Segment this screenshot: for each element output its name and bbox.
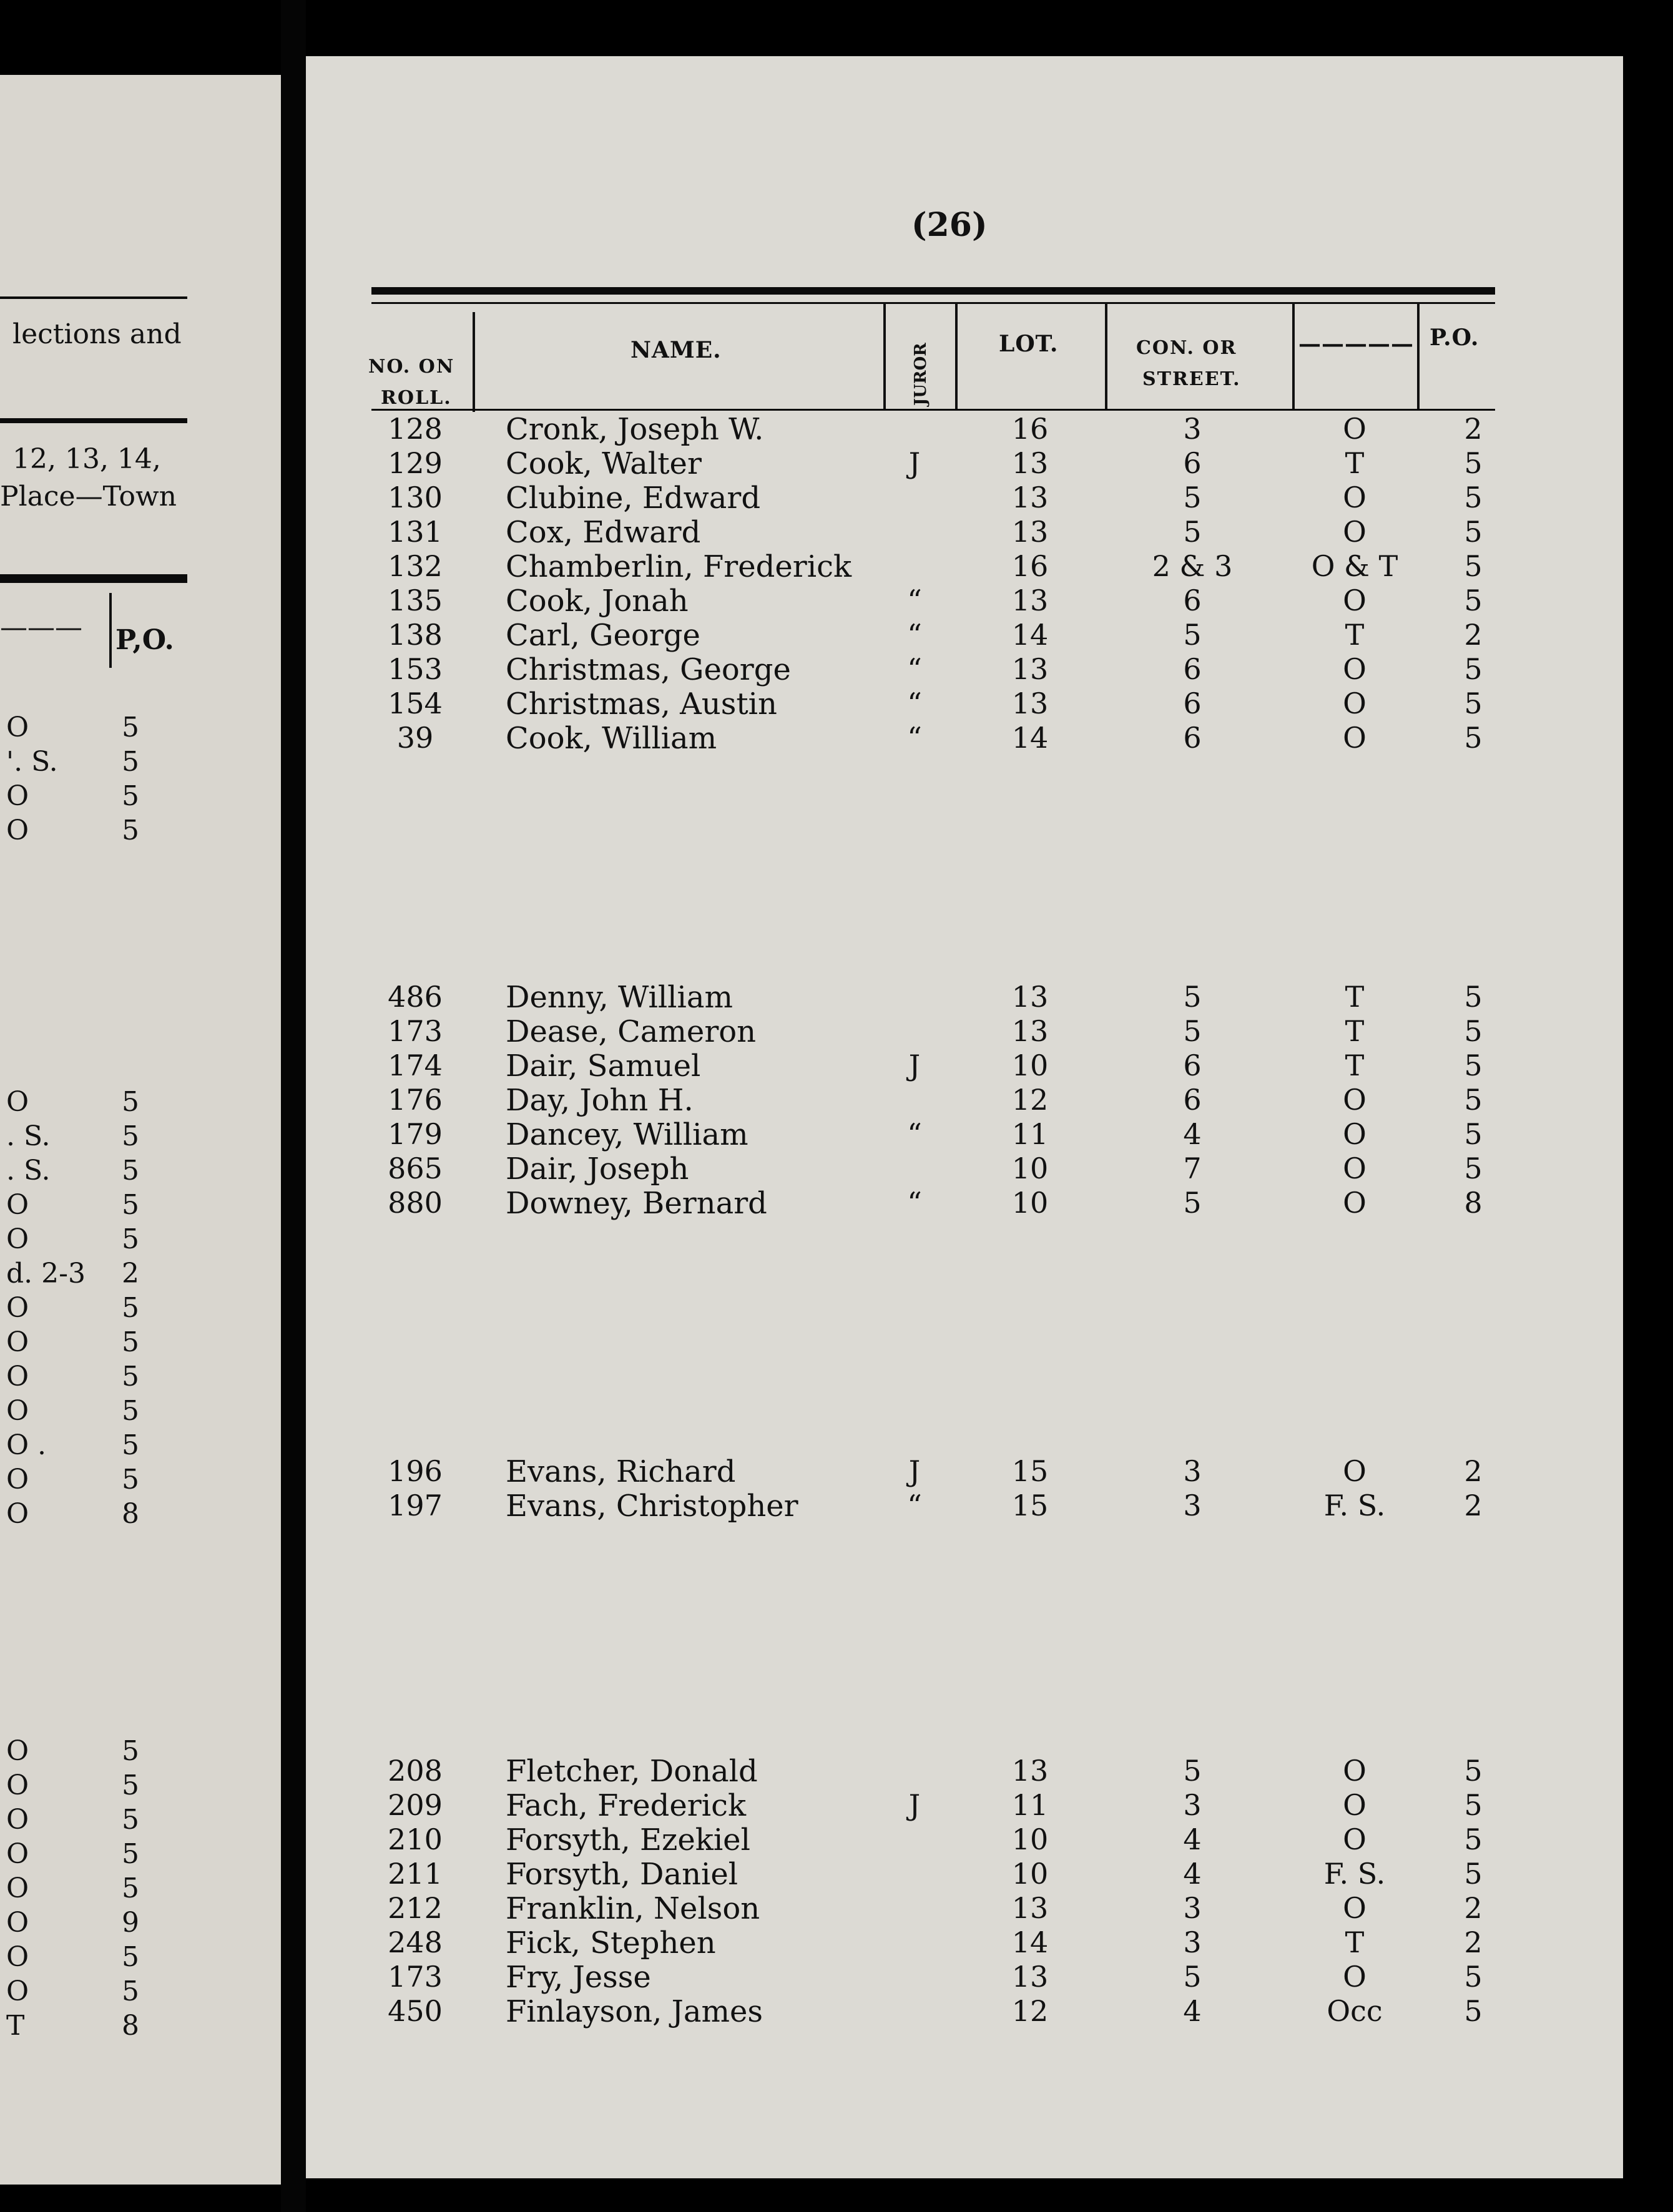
concession: 4 xyxy=(1183,1857,1202,1891)
tenure: F. S. xyxy=(1323,1857,1386,1891)
tenure: O xyxy=(1343,584,1366,617)
lot-number: 16 xyxy=(1011,412,1049,446)
person-name: Cook, William xyxy=(506,721,717,756)
roll-number: 865 xyxy=(388,1152,443,1185)
concession: 4 xyxy=(1183,1994,1202,2028)
left-post-office: 5 xyxy=(122,1155,139,1187)
post-office: 2 xyxy=(1464,1926,1483,1959)
lot-number: 13 xyxy=(1011,1754,1049,1788)
tenure: O xyxy=(1343,1823,1366,1856)
concession: 4 xyxy=(1183,1117,1202,1151)
header-divider-5 xyxy=(1292,303,1295,409)
concession: 3 xyxy=(1183,1454,1202,1488)
tenure: O xyxy=(1343,687,1366,720)
person-name: Dancey, William xyxy=(506,1117,748,1152)
post-office: 5 xyxy=(1464,1857,1483,1891)
roll-number: 880 xyxy=(388,1186,443,1220)
post-office: 5 xyxy=(1464,1049,1483,1082)
tenure: O xyxy=(1343,721,1366,755)
juror-mark: “ xyxy=(907,1489,922,1522)
person-name: Fach, Frederick xyxy=(506,1788,747,1823)
person-name: Denny, William xyxy=(506,980,733,1015)
left-rule-3 xyxy=(0,574,187,583)
roll-number: 211 xyxy=(388,1857,443,1891)
lot-number: 13 xyxy=(1011,687,1049,720)
header-con-2: STREET. xyxy=(1142,368,1241,390)
left-post-office: 2 xyxy=(122,1258,139,1290)
left-tenure: O xyxy=(6,1769,29,1801)
tenure: T xyxy=(1345,1926,1365,1959)
lot-number: 13 xyxy=(1011,980,1049,1014)
concession: 5 xyxy=(1183,481,1202,514)
left-post-office: 5 xyxy=(122,1223,139,1255)
left-post-office: 5 xyxy=(122,1735,139,1767)
left-tenure: T xyxy=(6,2010,25,2042)
header-no-on-roll-2: ROLL. xyxy=(381,387,452,409)
tenure: T xyxy=(1345,980,1365,1014)
left-post-office: 5 xyxy=(122,1804,139,1836)
tenure: O xyxy=(1343,652,1366,686)
tenure: O xyxy=(1343,1754,1366,1788)
header-po: P.O. xyxy=(1430,325,1479,351)
post-office: 5 xyxy=(1464,1823,1483,1856)
left-tenure: . S. xyxy=(6,1155,51,1187)
left-tenure: O xyxy=(6,1292,29,1324)
person-name: Franklin, Nelson xyxy=(506,1891,760,1926)
roll-number: 153 xyxy=(388,652,443,686)
left-post-office: 5 xyxy=(122,1395,139,1427)
left-post-office: 5 xyxy=(122,780,139,812)
tenure: F. S. xyxy=(1323,1489,1386,1522)
left-post-office: 9 xyxy=(122,1907,139,1939)
left-tenure: O xyxy=(6,1223,29,1255)
person-name: Cronk, Joseph W. xyxy=(506,412,764,447)
page-number: (26) xyxy=(911,206,988,244)
tenure: O xyxy=(1343,1960,1366,1994)
left-post-office: 5 xyxy=(122,815,139,846)
left-tenure: O xyxy=(6,1086,29,1118)
person-name: Chamberlin, Frederick xyxy=(506,549,852,584)
left-heading-line1: lections and xyxy=(12,318,182,350)
person-name: Christmas, Austin xyxy=(506,687,777,722)
left-post-office: 5 xyxy=(122,1838,139,1870)
post-office: 5 xyxy=(1464,1754,1483,1788)
roll-number: 196 xyxy=(388,1454,443,1488)
lot-number: 15 xyxy=(1011,1454,1049,1488)
left-tenure: O xyxy=(6,1941,29,1973)
tenure: T xyxy=(1345,446,1365,480)
person-name: Clubine, Edward xyxy=(506,481,761,516)
left-post-office: 5 xyxy=(122,1429,139,1461)
person-name: Downey, Bernard xyxy=(506,1186,767,1221)
roll-number: 173 xyxy=(388,1014,443,1048)
lot-number: 13 xyxy=(1011,481,1049,514)
left-tenure: O xyxy=(6,1326,29,1358)
lot-number: 13 xyxy=(1011,652,1049,686)
concession: 5 xyxy=(1183,618,1202,652)
concession: 3 xyxy=(1183,1926,1202,1959)
person-name: Dease, Cameron xyxy=(506,1014,757,1049)
juror-mark: J xyxy=(908,1454,921,1488)
lot-number: 13 xyxy=(1011,515,1049,549)
right-page xyxy=(306,56,1623,2178)
header-bottom-rule xyxy=(371,409,1495,411)
juror-mark: “ xyxy=(907,1117,922,1151)
post-office: 2 xyxy=(1464,1891,1483,1925)
juror-mark: “ xyxy=(907,652,922,686)
roll-number: 450 xyxy=(388,1994,443,2028)
header-top-rule-thin xyxy=(371,302,1495,304)
left-post-office: 5 xyxy=(122,746,139,778)
tenure: O xyxy=(1343,1152,1366,1185)
header-top-rule xyxy=(371,287,1495,295)
roll-number: 212 xyxy=(388,1891,443,1925)
lot-number: 13 xyxy=(1011,446,1049,480)
lot-number: 13 xyxy=(1011,584,1049,617)
lot-number: 12 xyxy=(1011,1994,1049,2028)
left-tenure: O xyxy=(6,1872,29,1904)
roll-number: 138 xyxy=(388,618,443,652)
book-spine xyxy=(281,0,306,2212)
concession: 3 xyxy=(1183,1489,1202,1522)
header-divider-1 xyxy=(473,312,475,412)
roll-number: 486 xyxy=(388,980,443,1014)
concession: 5 xyxy=(1183,980,1202,1014)
concession: 5 xyxy=(1183,515,1202,549)
juror-mark: J xyxy=(908,446,921,480)
lot-number: 11 xyxy=(1011,1117,1049,1151)
lot-number: 15 xyxy=(1011,1489,1049,1522)
left-post-office: 5 xyxy=(122,1326,139,1358)
lot-number: 10 xyxy=(1011,1823,1049,1856)
left-tenure: O xyxy=(6,1464,29,1495)
tenure: O xyxy=(1343,1083,1366,1117)
header-no-on-roll-1: NO. ON xyxy=(368,356,455,378)
concession: 5 xyxy=(1183,1754,1202,1788)
concession: 5 xyxy=(1183,1186,1202,1220)
header-con-1: CON. OR xyxy=(1136,337,1237,359)
roll-number: 210 xyxy=(388,1823,443,1856)
post-office: 5 xyxy=(1464,1994,1483,2028)
header-divider-2 xyxy=(883,303,886,409)
lot-number: 14 xyxy=(1011,618,1049,652)
person-name: Day, John H. xyxy=(506,1083,694,1118)
juror-mark: J xyxy=(908,1049,921,1082)
concession: 2 & 3 xyxy=(1152,549,1233,583)
left-col-divider xyxy=(109,593,112,668)
roll-number: 131 xyxy=(388,515,443,549)
post-office: 5 xyxy=(1464,481,1483,514)
post-office: 5 xyxy=(1464,584,1483,617)
lot-number: 14 xyxy=(1011,1926,1049,1959)
concession: 6 xyxy=(1183,1049,1202,1082)
left-post-office: 8 xyxy=(122,1498,139,1530)
lot-number: 10 xyxy=(1011,1186,1049,1220)
header-divider-3 xyxy=(955,303,958,409)
person-name: Dair, Samuel xyxy=(506,1049,701,1084)
person-name: Evans, Richard xyxy=(506,1454,736,1489)
roll-number: 135 xyxy=(388,584,443,617)
lot-number: 10 xyxy=(1011,1152,1049,1185)
post-office: 2 xyxy=(1464,1489,1483,1522)
roll-number: 173 xyxy=(388,1960,443,1994)
tenure: O xyxy=(1343,1891,1366,1925)
tenure: O xyxy=(1343,481,1366,514)
person-name: Forsyth, Daniel xyxy=(506,1857,738,1892)
tenure: O & T xyxy=(1311,549,1398,583)
juror-mark: “ xyxy=(907,618,922,652)
roll-number: 209 xyxy=(388,1788,443,1822)
person-name: Christmas, George xyxy=(506,652,791,687)
tenure: O xyxy=(1343,412,1366,446)
tenure: T xyxy=(1345,1014,1365,1048)
left-heading-line2: 12, 13, 14, xyxy=(12,443,161,475)
roll-number: 154 xyxy=(388,687,443,720)
post-office: 5 xyxy=(1464,446,1483,480)
post-office: 5 xyxy=(1464,652,1483,686)
roll-number: 128 xyxy=(388,412,443,446)
person-name: Evans, Christopher xyxy=(506,1489,798,1524)
left-tenure: O xyxy=(6,815,29,846)
tenure: O xyxy=(1343,1454,1366,1488)
left-rule-2 xyxy=(0,418,187,423)
post-office: 5 xyxy=(1464,1788,1483,1822)
left-post-office: 5 xyxy=(122,712,139,743)
left-tenure: '. S. xyxy=(6,746,58,778)
left-post-office: 5 xyxy=(122,1120,139,1152)
left-tenure: O xyxy=(6,712,29,743)
header-name: NAME. xyxy=(630,337,722,363)
left-post-office: 5 xyxy=(122,1872,139,1904)
concession: 6 xyxy=(1183,721,1202,755)
post-office: 2 xyxy=(1464,412,1483,446)
left-tenure: O xyxy=(6,1361,29,1392)
header-divider-6 xyxy=(1417,303,1420,409)
left-tenure: O xyxy=(6,1498,29,1530)
left-tenure: d. 2-3 xyxy=(6,1258,86,1290)
tenure: O xyxy=(1343,515,1366,549)
concession: 5 xyxy=(1183,1960,1202,1994)
concession: 6 xyxy=(1183,687,1202,720)
left-tenure: O xyxy=(6,1804,29,1836)
left-post-office: 5 xyxy=(122,1769,139,1801)
roll-number: 176 xyxy=(388,1083,443,1117)
lot-number: 10 xyxy=(1011,1857,1049,1891)
concession: 4 xyxy=(1183,1823,1202,1856)
left-tenure: O xyxy=(6,1189,29,1221)
concession: 7 xyxy=(1183,1152,1202,1185)
post-office: 2 xyxy=(1464,1454,1483,1488)
left-col-po-header: P,O. xyxy=(115,624,174,656)
left-post-office: 5 xyxy=(122,1086,139,1118)
lot-number: 16 xyxy=(1011,549,1049,583)
left-tenure: O xyxy=(6,1395,29,1427)
post-office: 5 xyxy=(1464,1014,1483,1048)
person-name: Fick, Stephen xyxy=(506,1926,716,1960)
lot-number: 12 xyxy=(1011,1083,1049,1117)
roll-number: 248 xyxy=(388,1926,443,1959)
post-office: 5 xyxy=(1464,549,1483,583)
concession: 3 xyxy=(1183,1891,1202,1925)
tenure: O xyxy=(1343,1788,1366,1822)
person-name: Forsyth, Ezekiel xyxy=(506,1823,750,1857)
roll-number: 174 xyxy=(388,1049,443,1082)
tenure: O xyxy=(1343,1186,1366,1220)
person-name: Fletcher, Donald xyxy=(506,1754,758,1789)
tenure: Occ xyxy=(1327,1994,1383,2028)
juror-mark: J xyxy=(908,1788,921,1822)
left-post-office: 5 xyxy=(122,1189,139,1221)
roll-number: 197 xyxy=(388,1489,443,1522)
tenure: T xyxy=(1345,1049,1365,1082)
header-blank: ————— xyxy=(1298,331,1414,357)
person-name: Fry, Jesse xyxy=(506,1960,651,1995)
left-heading-line3: Place—Town xyxy=(0,481,177,512)
post-office: 2 xyxy=(1464,618,1483,652)
post-office: 5 xyxy=(1464,687,1483,720)
person-name: Cook, Jonah xyxy=(506,584,689,619)
post-office: 5 xyxy=(1464,1960,1483,1994)
left-col-dash: ——— xyxy=(0,612,82,644)
left-post-office: 8 xyxy=(122,2010,139,2042)
left-post-office: 5 xyxy=(122,1361,139,1392)
person-name: Cook, Walter xyxy=(506,446,702,481)
post-office: 5 xyxy=(1464,515,1483,549)
left-tenure: O xyxy=(6,780,29,812)
post-office: 5 xyxy=(1464,1117,1483,1151)
lot-number: 13 xyxy=(1011,1014,1049,1048)
concession: 6 xyxy=(1183,446,1202,480)
left-post-office: 5 xyxy=(122,1975,139,2007)
post-office: 5 xyxy=(1464,721,1483,755)
juror-mark: “ xyxy=(907,584,922,617)
left-tenure: O xyxy=(6,1975,29,2007)
tenure: O xyxy=(1343,1117,1366,1151)
header-juror: JUROR xyxy=(911,343,930,406)
person-name: Finlayson, James xyxy=(506,1994,763,2029)
left-page xyxy=(0,75,281,2185)
concession: 6 xyxy=(1183,1083,1202,1117)
lot-number: 13 xyxy=(1011,1891,1049,1925)
lot-number: 14 xyxy=(1011,721,1049,755)
person-name: Carl, George xyxy=(506,618,700,653)
concession: 3 xyxy=(1183,412,1202,446)
left-tenure: . S. xyxy=(6,1120,51,1152)
left-post-office: 5 xyxy=(122,1941,139,1973)
roll-number: 132 xyxy=(388,549,443,583)
concession: 3 xyxy=(1183,1788,1202,1822)
post-office: 8 xyxy=(1464,1186,1483,1220)
post-office: 5 xyxy=(1464,980,1483,1014)
tenure: T xyxy=(1345,618,1365,652)
left-rule-1 xyxy=(0,296,187,299)
left-tenure: O . xyxy=(6,1429,47,1461)
header-divider-4 xyxy=(1105,303,1107,409)
left-tenure: O xyxy=(6,1907,29,1939)
post-office: 5 xyxy=(1464,1083,1483,1117)
person-name: Cox, Edward xyxy=(506,515,701,550)
lot-number: 10 xyxy=(1011,1049,1049,1082)
juror-mark: “ xyxy=(907,721,922,755)
person-name: Dair, Joseph xyxy=(506,1152,689,1187)
concession: 6 xyxy=(1183,652,1202,686)
lot-number: 11 xyxy=(1011,1788,1049,1822)
roll-number: 179 xyxy=(388,1117,443,1151)
juror-mark: “ xyxy=(907,687,922,720)
roll-number: 129 xyxy=(388,446,443,480)
juror-mark: “ xyxy=(907,1186,922,1220)
roll-number: 130 xyxy=(388,481,443,514)
post-office: 5 xyxy=(1464,1152,1483,1185)
left-post-office: 5 xyxy=(122,1464,139,1495)
roll-number: 208 xyxy=(388,1754,443,1788)
concession: 5 xyxy=(1183,1014,1202,1048)
left-tenure: O xyxy=(6,1735,29,1767)
header-lot: LOT. xyxy=(999,331,1059,357)
left-tenure: O xyxy=(6,1838,29,1870)
concession: 6 xyxy=(1183,584,1202,617)
lot-number: 13 xyxy=(1011,1960,1049,1994)
left-post-office: 5 xyxy=(122,1292,139,1324)
roll-number: 39 xyxy=(396,721,434,755)
